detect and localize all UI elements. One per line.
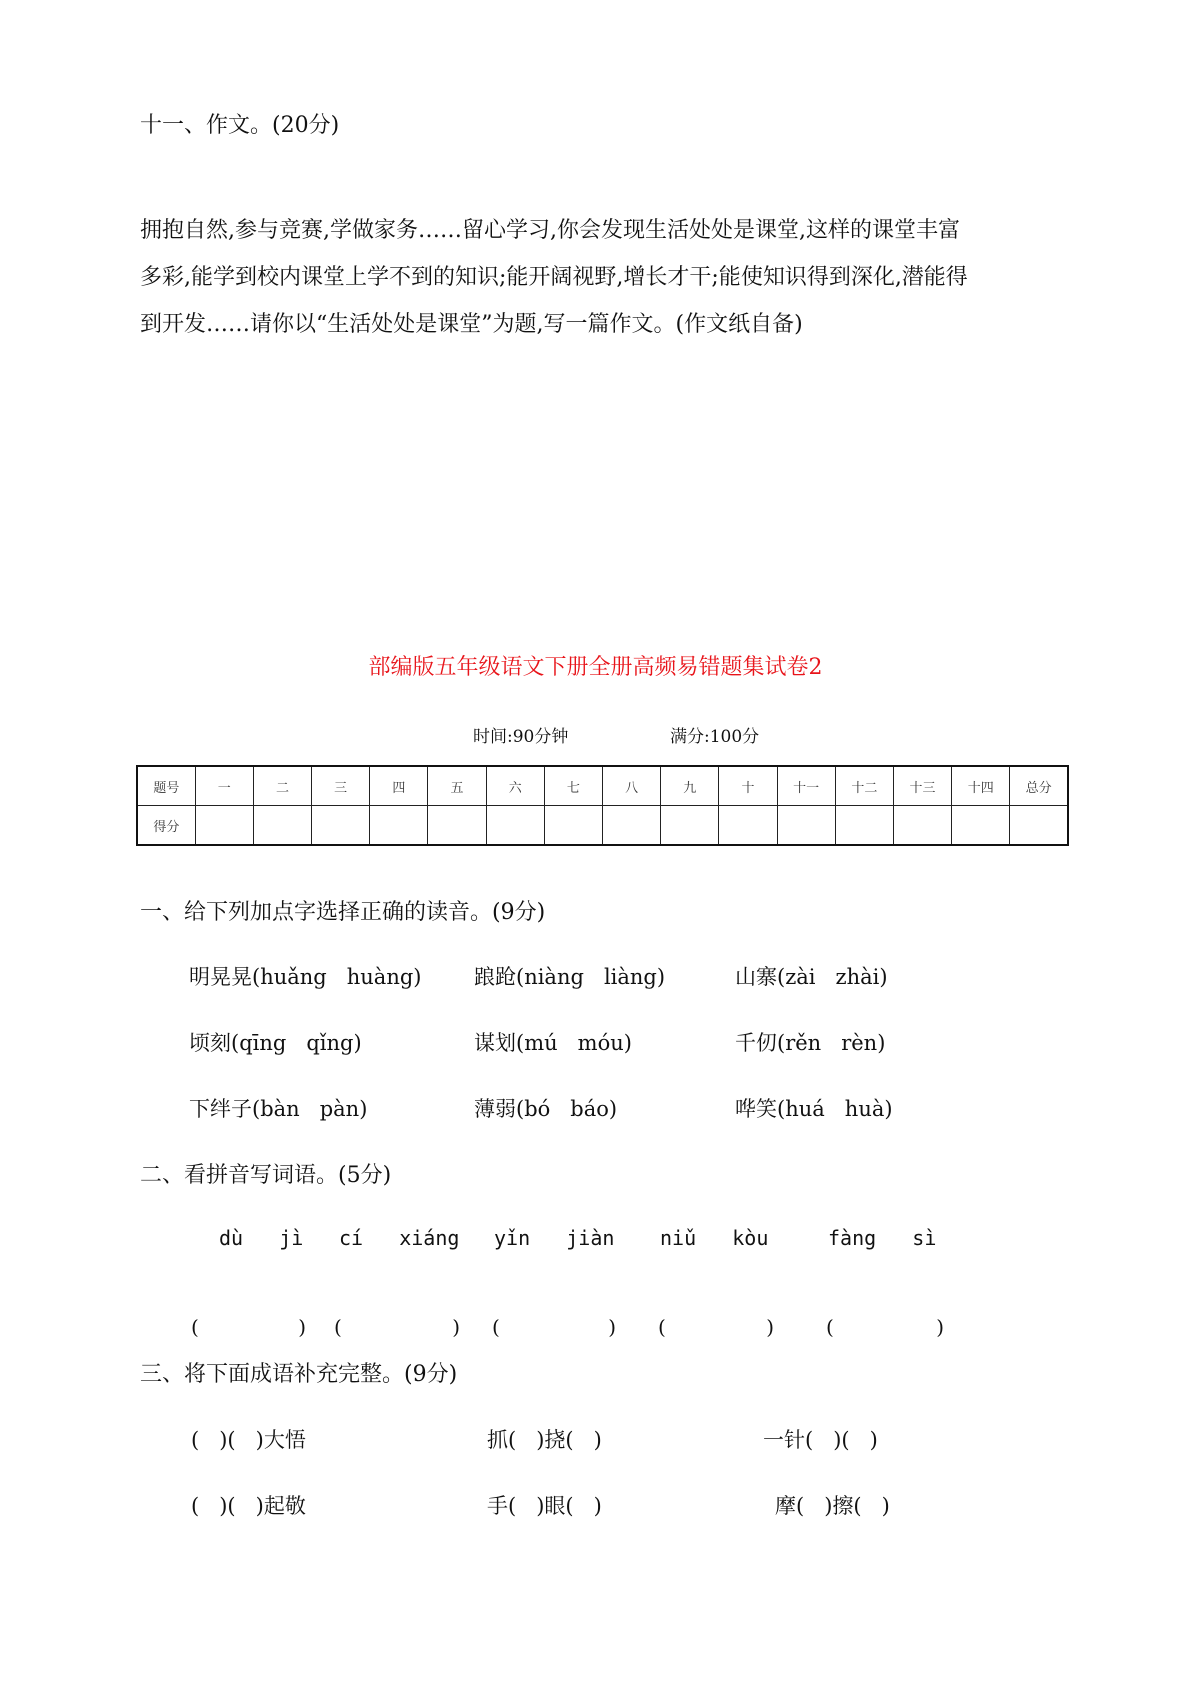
score-table-row-label-number: 题号 (137, 766, 195, 806)
score-table-col-header: 八 (603, 766, 661, 806)
section-11-heading: 十一、作文。(20分) (140, 113, 340, 138)
section-1-heading: 一、给下列加点字选择正确的读音。(9分) (140, 900, 546, 925)
exam-full-score: 满分:100分 (670, 727, 760, 747)
score-cell (486, 806, 544, 846)
idiom-item: 摩( )擦( ) (775, 1494, 890, 1518)
pinyin-prompt: dù jì (219, 1226, 304, 1250)
pronunciation-item: 哗笑(huá huà) (735, 1097, 893, 1121)
idiom-item: ( )( )大悟 (191, 1428, 306, 1452)
answer-blank[interactable]: ( ) (334, 1315, 460, 1339)
idiom-item: 手( )眼( ) (487, 1494, 602, 1518)
pronunciation-item: 千仞(rěn rèn) (735, 1031, 886, 1055)
pronunciation-item: 顷刻(qīng qǐng) (189, 1031, 362, 1055)
score-cell (253, 806, 311, 846)
score-table-col-header: 九 (661, 766, 719, 806)
section-2-heading: 二、看拼音写词语。(5分) (140, 1163, 392, 1188)
pinyin-prompt: cí xiáng (339, 1226, 460, 1250)
score-table-score-row (137, 806, 1068, 846)
score-cell (428, 806, 486, 846)
pronunciation-item: 下绊子(bàn pàn) (189, 1097, 368, 1121)
idiom-item: 一针( )( ) (763, 1428, 878, 1452)
score-table-col-header: 十四 (952, 766, 1010, 806)
pinyin-prompt: yǐn jiàn (494, 1226, 615, 1250)
idiom-item: 抓( )挠( ) (487, 1428, 602, 1452)
score-cell (719, 806, 777, 846)
answer-blank[interactable]: ( ) (658, 1315, 774, 1339)
score-table-col-header: 十二 (835, 766, 893, 806)
pronunciation-item: 明晃晃(huǎng huàng) (189, 965, 422, 989)
score-table-col-header-total: 总分 (1010, 766, 1068, 806)
exam-title: 部编版五年级语文下册全册高频易错题集试卷2 (368, 655, 823, 680)
pronunciation-item: 踉跄(niàng liàng) (474, 965, 666, 989)
score-table-col-header: 一 (195, 766, 253, 806)
score-cell (544, 806, 602, 846)
score-table (136, 765, 1069, 846)
score-table-col-header: 十一 (777, 766, 835, 806)
score-cell (777, 806, 835, 846)
score-cell (370, 806, 428, 846)
essay-prompt-line-2: 多彩,能学到校内课堂上学不到的知识;能开阔视野,增长才干;能使知识得到深化,潜能得 (140, 265, 968, 290)
score-table-col-header: 十 (719, 766, 777, 806)
answer-blank[interactable]: ( ) (492, 1315, 616, 1339)
score-cell (312, 806, 370, 846)
score-cell (603, 806, 661, 846)
score-table-header-row (137, 766, 1068, 806)
score-cell (661, 806, 719, 846)
score-table-col-header: 十三 (893, 766, 951, 806)
score-table-col-header: 三 (312, 766, 370, 806)
essay-prompt-line-3: 到开发……请你以“生活处处是课堂”为题,写一篇作文。(作文纸自备) (140, 312, 803, 337)
score-cell (195, 806, 253, 846)
score-table-col-header: 四 (370, 766, 428, 806)
score-cell (893, 806, 951, 846)
score-table-col-header: 二 (253, 766, 311, 806)
pronunciation-item: 谋划(mú móu) (474, 1031, 632, 1055)
score-table-col-header: 五 (428, 766, 486, 806)
answer-blank[interactable]: ( ) (191, 1315, 306, 1339)
score-cell (952, 806, 1010, 846)
score-cell-total (1010, 806, 1068, 846)
answer-blank[interactable]: ( ) (826, 1315, 944, 1339)
idiom-item: ( )( )起敬 (191, 1494, 306, 1518)
pronunciation-item: 山寨(zài zhài) (735, 965, 888, 989)
score-cell (835, 806, 893, 846)
pinyin-prompt: fàng sì (828, 1226, 937, 1250)
score-table-col-header: 六 (486, 766, 544, 806)
section-3-heading: 三、将下面成语补充完整。(9分) (140, 1362, 458, 1387)
pinyin-prompt: niǔ kòu (660, 1226, 769, 1250)
exam-time: 时间:90分钟 (473, 727, 569, 747)
pronunciation-item: 薄弱(bó báo) (474, 1097, 618, 1121)
score-table-row-label-score: 得分 (137, 806, 195, 846)
essay-prompt-line-1: 拥抱自然,参与竞赛,学做家务……留心学习,你会发现生活处处是课堂,这样的课堂丰富 (140, 218, 960, 243)
score-table-col-header: 七 (544, 766, 602, 806)
